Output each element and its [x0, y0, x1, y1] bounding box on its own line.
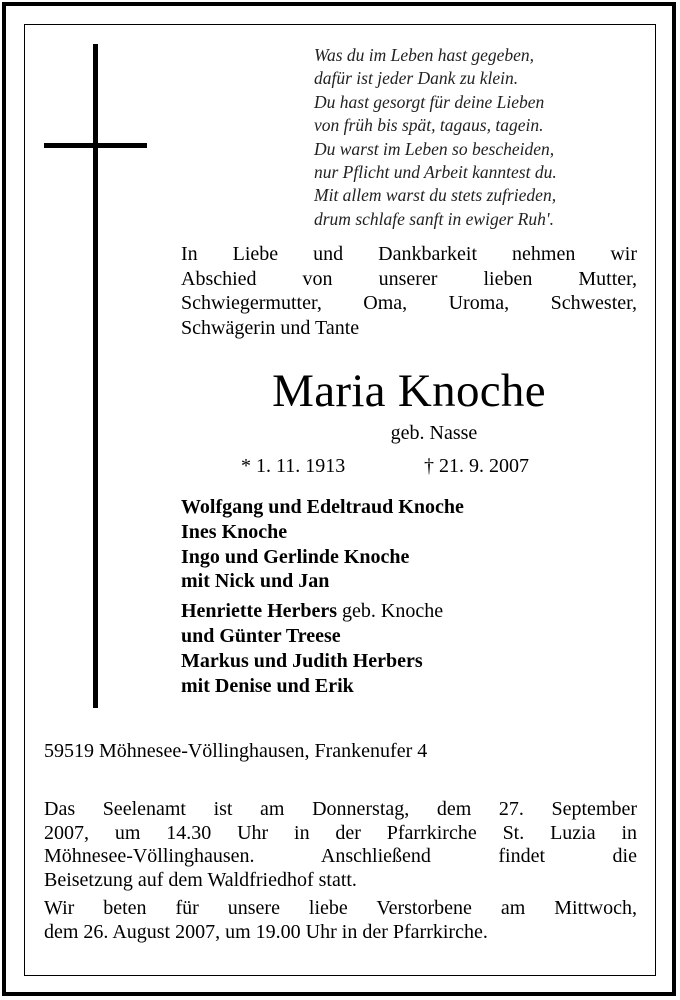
poem — [314, 44, 634, 231]
intro-line: In Liebe und Dankbarkeit nehmen wir — [181, 243, 637, 265]
poem-line: dafür ist jeder Dank zu klein. — [314, 68, 519, 89]
birth-date: * 1. 11. 1913 — [241, 455, 346, 477]
intro-line: Schwiegermutter, Oma, Uroma, Schwester, — [181, 292, 637, 314]
deceased-name: Maria Knoche — [272, 365, 546, 417]
service-line: 2007, um 14.30 Uhr in der Pfarrkirche St. Luzia in — [44, 821, 637, 844]
address: 59519 Möhnesee-Völlinghausen, Frankenufer 4 — [44, 740, 428, 762]
poem-line: nur Pflicht und Arbeit kanntest du. — [314, 162, 557, 183]
service-line: Möhnesee-Völlinghausen. Anschließend findet die — [44, 845, 637, 867]
family-line: Markus und Judith Herbers — [181, 649, 423, 672]
poem-line: Du warst im Leben so bescheiden, — [314, 138, 555, 159]
intro-text — [181, 242, 637, 340]
service-info — [44, 798, 637, 944]
family-line: Ines Knoche — [181, 520, 288, 543]
poem-line: drum schlafe sanft in ewiger Ruh'. — [314, 208, 554, 229]
maiden-name: geb. Nasse — [390, 422, 478, 444]
service-line: Das Seelenamt ist am Donnerstag, dem 27. September — [44, 798, 637, 820]
cross-icon-bar — [44, 143, 147, 148]
family-list — [181, 495, 621, 698]
service-line: Wir beten für unsere liebe Verstorbene am Mittwoch, — [44, 897, 637, 919]
service-line: dem 26. August 2007, um 19.00 Uhr in der Pfarrkirche. — [44, 920, 488, 943]
service-line: Beisetzung auf dem Waldfriedhof statt. — [44, 868, 357, 891]
poem-line: Was du im Leben hast gegeben, — [314, 45, 535, 65]
family-line: mit Denise und Erik — [181, 674, 354, 697]
family-line: Ingo und Gerlinde Knoche — [181, 545, 410, 568]
poem-line: Du hast gesorgt für deine Lieben — [314, 91, 545, 112]
family-name-note: geb. Knoche — [337, 600, 444, 623]
family-name-bold: Henriette Herbers — [181, 600, 338, 623]
intro-line: Schwägerin und Tante — [181, 316, 360, 339]
family-line — [181, 599, 621, 624]
poem-line: von früh bis spät, tagaus, tagein. — [314, 115, 544, 136]
intro-line: Abschied von unserer lieben Mutter, — [181, 267, 637, 290]
family-line: mit Nick und Jan — [181, 570, 330, 593]
family-line: Wolfgang und Edeltraud Knoche — [181, 496, 464, 518]
poem-line: Mit allem warst du stets zufrieden, — [314, 185, 557, 206]
death-date: † 21. 9. 2007 — [424, 455, 529, 477]
family-line: und Günter Treese — [181, 624, 341, 647]
